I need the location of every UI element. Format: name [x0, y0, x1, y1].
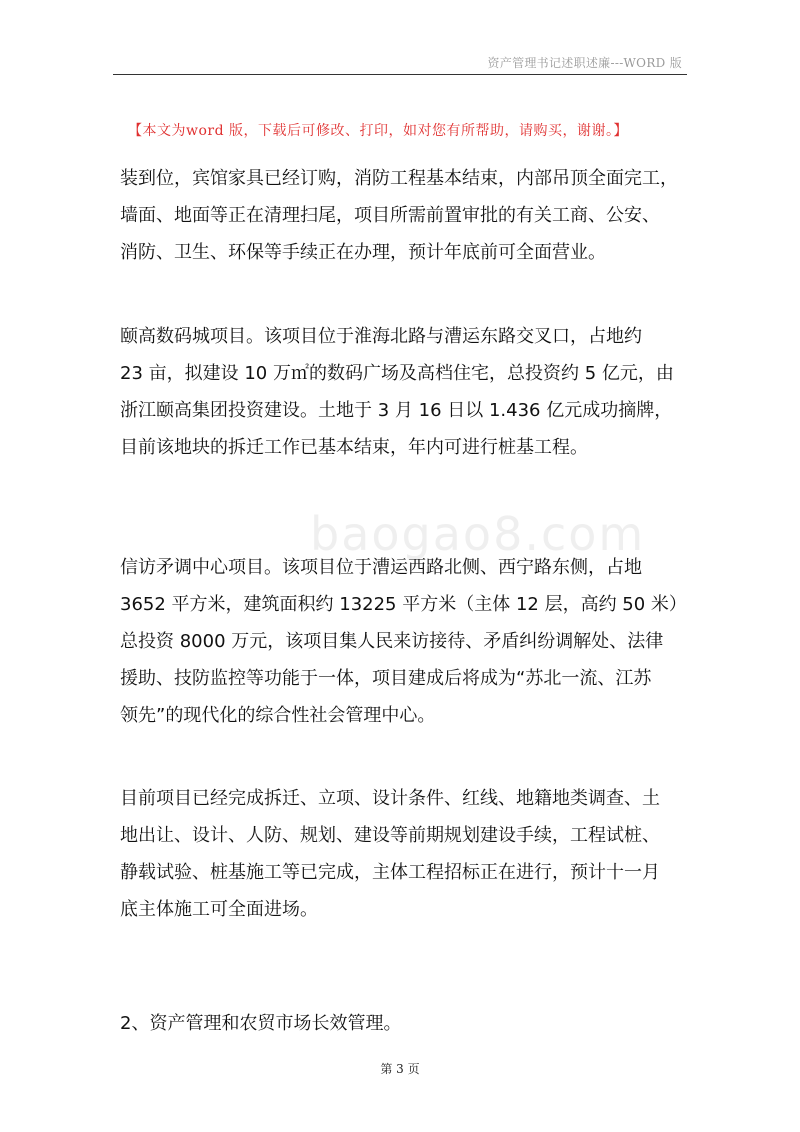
- page-number: 第 3 页: [380, 1062, 420, 1076]
- paragraph-digital-city: [120, 318, 690, 466]
- section-heading-asset-management: [120, 1005, 690, 1042]
- paragraph-line: 静载试验、桩基施工等已完成，主体工程招标正在进行，预计十一月: [120, 862, 660, 883]
- paragraph-hotel: [120, 160, 690, 271]
- watermark: baogao8.com: [310, 507, 646, 561]
- paragraph-line: 23 亩，拟建设 10 万㎡的数码广场及高档住宅，总投资约 5 亿元，由: [120, 363, 674, 384]
- paragraph-petition-center: [120, 549, 690, 734]
- paragraph-line: 目前项目已经完成拆迁、立项、设计条件、红线、地籍地类调查、土: [120, 788, 660, 809]
- paragraph-line: 地出让、设计、人防、规划、建设等前期规划建设手续，工程试桩、: [120, 825, 660, 846]
- paragraph-progress: [120, 780, 690, 928]
- paragraph-line: 底主体施工可全面进场。: [120, 899, 318, 920]
- header-divider: [113, 74, 687, 75]
- paragraph-line: 总投资 8000 万元，该项目集人民来访接待、矛盾纠纷调解处、法律: [120, 631, 664, 652]
- paragraph-line: 装到位，宾馆家具已经订购，消防工程基本结束，内部吊顶全面完工，: [120, 168, 678, 189]
- paragraph-line: 信访矛调中心项目。该项目位于漕运西路北侧、西宁路东侧，占地: [120, 557, 642, 578]
- paragraph-line: 目前该地块的拆迁工作已基本结束，年内可进行桩基工程。: [120, 437, 588, 458]
- paragraph-line: 墙面、地面等正在清理扫尾，项目所需前置审批的有关工商、公安、: [120, 205, 660, 226]
- purchase-notice: 【本文为word 版，下载后可修改、打印，如对您有所帮助，请购买，谢谢。】: [128, 123, 629, 139]
- paragraph-line: 援助、技防监控等功能于一体，项目建成后将成为“苏北一流、江苏: [120, 668, 652, 689]
- paragraph-line: 领先”的现代化的综合性社会管理中心。: [120, 705, 436, 726]
- section-heading-line: 2、资产管理和农贸市场长效管理。: [120, 1013, 402, 1034]
- paragraph-line: 颐高数码城项目。该项目位于淮海北路与漕运东路交叉口，占地约: [120, 326, 642, 347]
- header-title: 资产管理书记述职述廉---WORD 版: [487, 56, 682, 70]
- paragraph-line: 消防、卫生、环保等手续正在办理，预计年底前可全面营业。: [120, 242, 606, 263]
- paragraph-line: 浙江颐高集团投资建设。土地于 3 月 16 日以 1.436 亿元成功摘牌，: [120, 400, 673, 421]
- paragraph-line: 3652 平方米，建筑面积约 13225 平方米（主体 12 层，高约 50 米）: [120, 594, 687, 615]
